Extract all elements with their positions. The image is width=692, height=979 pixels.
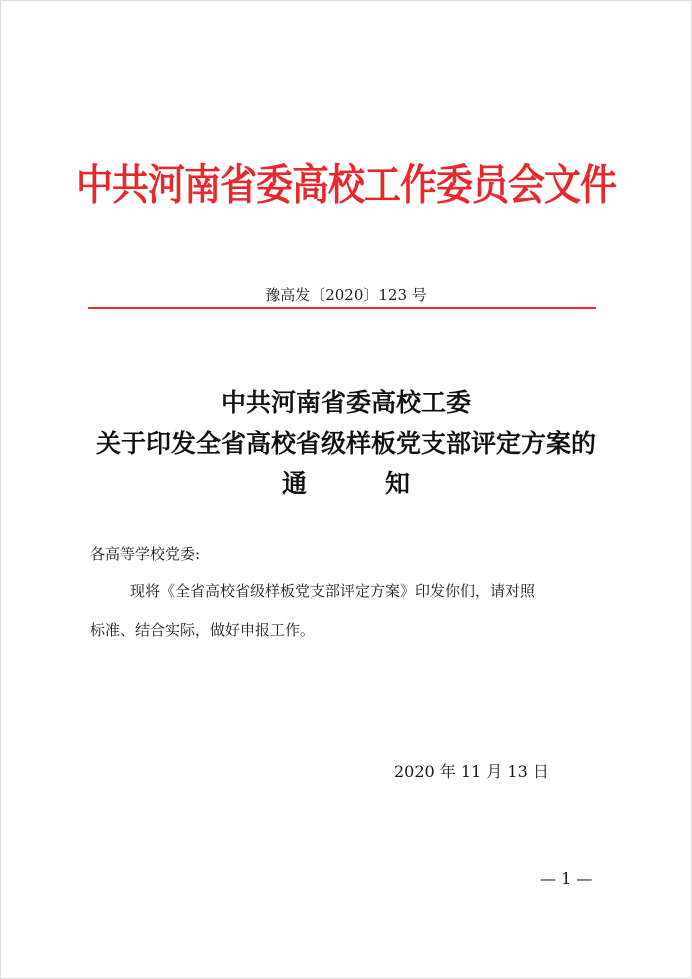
document-number: 豫高发〔2020〕123 号 [265,286,427,304]
page-number: — 1 — [540,869,593,888]
title-line-2: 关于印发全省高校省级样板党支部评定方案的 [95,429,596,458]
body-paragraph-line-1: 现将《全省高校省级样板党支部评定方案》印发你们，请对照 [130,582,536,600]
title-line-3-right: 知 [385,469,411,498]
issue-date: 2020 年 11 月 13 日 [394,762,549,781]
title-line-3 [0,464,692,500]
title-line-1: 中共河南省委高校工委 [220,388,471,417]
salutation: 各高等学校党委: [90,545,201,563]
document-masthead: 中共河南省委高校工作委员会文件 [76,159,616,210]
body-paragraph-line-2: 标准、结合实际，做好申报工作。 [90,621,316,639]
red-divider-line [88,307,596,309]
title-line-3-left: 通 [281,469,307,498]
